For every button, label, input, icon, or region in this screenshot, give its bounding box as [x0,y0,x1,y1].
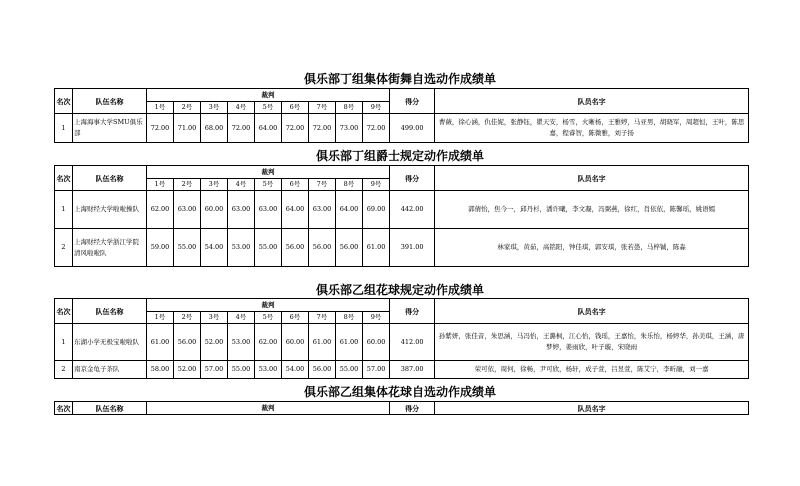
members-header: 队员名字 [435,89,749,114]
score-cell: 52.00 [174,361,201,379]
team-header: 队伍名称 [73,89,147,114]
score-cell: 54.00 [282,361,309,379]
team-cell: 上海财经大学啦啦操队 [73,191,147,229]
total-cell: 387.00 [390,361,435,379]
score-cell: 53.00 [228,324,255,361]
score-cell: 60.00 [282,324,309,361]
section-title: 俱乐部乙组集体花球自选动作成绩单 [303,385,496,399]
team-cell: 南京金龟子茶队 [73,361,147,379]
total-cell: 391.00 [390,229,435,267]
score-cell: 56.00 [282,229,309,267]
score-cell: 56.00 [336,229,363,267]
members-cell: 林家琪，黄茹，高铭阳，钟佳琪，郭安琪，张若愚，马梓铖，陈淼 [435,229,749,267]
score-cell: 55.00 [255,229,282,267]
team-cell: 上海财经大学浙江学院清风啦啦队 [73,229,147,267]
rank-cell: 1 [55,114,73,143]
rank-header: 名次 [55,89,73,114]
judge-number: 2号 [174,312,201,324]
rank-header: 名次 [55,299,73,324]
judge-number: 7号 [309,179,336,191]
score-cell: 64.00 [255,114,282,143]
rank-cell: 1 [55,324,73,361]
judge-number: 2号 [174,179,201,191]
judge-number: 3号 [201,102,228,114]
total-cell: 499.00 [390,114,435,143]
team-header: 队伍名称 [73,166,147,191]
members-header: 队员名字 [435,402,749,415]
score-cell: 64.00 [336,191,363,229]
judge-number: 6号 [282,312,309,324]
score-cell: 61.00 [147,324,174,361]
score-cell: 61.00 [336,324,363,361]
judges-header: 裁判 [147,166,390,179]
score-cell: 63.00 [255,191,282,229]
score-header: 得分 [390,166,435,191]
total-cell: 412.00 [390,324,435,361]
table-row [55,229,749,267]
results-table [54,88,749,143]
judge-number: 1号 [147,312,174,324]
members-header: 队员名字 [435,299,749,324]
score-cell: 71.00 [174,114,201,143]
judge-number: 7号 [309,102,336,114]
results-table [54,401,749,415]
judges-header: 裁判 [147,402,390,415]
score-cell: 55.00 [228,361,255,379]
rank-header: 名次 [56,403,71,413]
score-cell: 68.00 [201,114,228,143]
members-cell: 孙紫妍，张佳音，朱思涵，马冯怡，王潞枫，江心怡，钱瑶，王嘉怡，朱乐怡，杨婷华，孙美琪，王涵，唐梦婷，姜雨欣，叶子璇，宋晓雨 [435,324,749,361]
judges-header: 裁判 [147,89,390,102]
score-cell: 53.00 [228,229,255,267]
judge-number: 5号 [255,179,282,191]
section-title: 俱乐部乙组花球规定动作成绩单 [315,283,484,297]
team-header: 队伍名称 [73,402,147,415]
score-cell: 60.00 [363,324,390,361]
score-cell: 53.00 [255,361,282,379]
judge-number: 5号 [255,102,282,114]
score-cell: 72.00 [147,114,174,143]
table-row [55,361,749,379]
judge-number: 8号 [336,102,363,114]
team-cell: 东湖小学无极宝啦啦队 [73,324,147,361]
judge-number: 9号 [363,179,390,191]
members-cell: 郭倩怡，焦今一，邱丹杉，潘许曦，李文凝，冯弼燕，徐红，肖依依，陈馨瑶，姚语嫣 [435,191,749,229]
score-cell: 63.00 [174,191,201,229]
judge-number: 4号 [228,102,255,114]
judge-number: 2号 [174,102,201,114]
judge-number: 9号 [363,102,390,114]
score-cell: 59.00 [147,229,174,267]
score-header: 得分 [390,89,435,114]
score-cell: 56.00 [309,229,336,267]
rank-cell: 2 [55,361,73,379]
score-cell: 61.00 [363,229,390,267]
judge-number: 3号 [201,312,228,324]
score-cell: 57.00 [363,361,390,379]
judge-number: 1号 [147,102,174,114]
judge-number: 4号 [228,179,255,191]
results-table [54,298,749,379]
score-cell: 54.00 [201,229,228,267]
team-header: 队伍名称 [73,299,147,324]
section-title: 俱乐部丁组爵士规定动作成绩单 [315,149,484,163]
score-cell: 72.00 [228,114,255,143]
score-cell: 63.00 [309,191,336,229]
score-header: 得分 [390,299,435,324]
score-cell: 69.00 [363,191,390,229]
score-cell: 56.00 [174,324,201,361]
members-cell: 荣可依，周何，徐畅，尹可欣，杨轩，成子萱，吕昱萱，陈艾宁，李昕融，刘一嘉 [435,361,749,379]
judge-number: 7号 [309,312,336,324]
total-cell: 442.00 [390,191,435,229]
score-cell: 55.00 [174,229,201,267]
judge-number: 4号 [228,312,255,324]
team-cell: 上海海事大学SMU俱乐部 [73,114,147,143]
judge-number: 3号 [201,179,228,191]
rank-header: 名次 [55,166,73,191]
judges-header: 裁判 [147,299,390,312]
section-title: 俱乐部丁组集体街舞自选动作成绩单 [303,72,496,86]
score-cell: 58.00 [147,361,174,379]
table-row [55,191,749,229]
score-cell: 72.00 [309,114,336,143]
score-cell: 57.00 [201,361,228,379]
score-cell: 60.00 [201,191,228,229]
score-cell: 64.00 [282,191,309,229]
score-cell: 55.00 [336,361,363,379]
rank-cell: 1 [55,191,73,229]
score-cell: 72.00 [363,114,390,143]
judge-number: 1号 [147,179,174,191]
table-row [55,114,749,143]
judge-number: 9号 [363,312,390,324]
score-cell: 61.00 [309,324,336,361]
score-header: 得分 [390,402,435,415]
table-row [55,324,749,361]
judge-number: 8号 [336,179,363,191]
score-cell: 73.00 [336,114,363,143]
judge-number: 6号 [282,179,309,191]
judge-number: 8号 [336,312,363,324]
score-cell: 72.00 [282,114,309,143]
score-cell: 56.00 [309,361,336,379]
score-cell: 62.00 [255,324,282,361]
score-cell: 52.00 [201,324,228,361]
score-cell: 62.00 [147,191,174,229]
rank-cell: 2 [55,229,73,267]
judge-number: 6号 [282,102,309,114]
results-table [54,165,749,267]
members-header: 队员名字 [435,166,749,191]
judge-number: 5号 [255,312,282,324]
score-cell: 63.00 [228,191,255,229]
members-cell: 曹薇，徐心涵，仇佳妮，张静钰，瞿天安，杨雪，火晰杨，王雅婷，马亚男，胡晓军，周超恒，王叶，陈思嘉，程睿智，陈微雅，刘子扬 [435,114,749,143]
